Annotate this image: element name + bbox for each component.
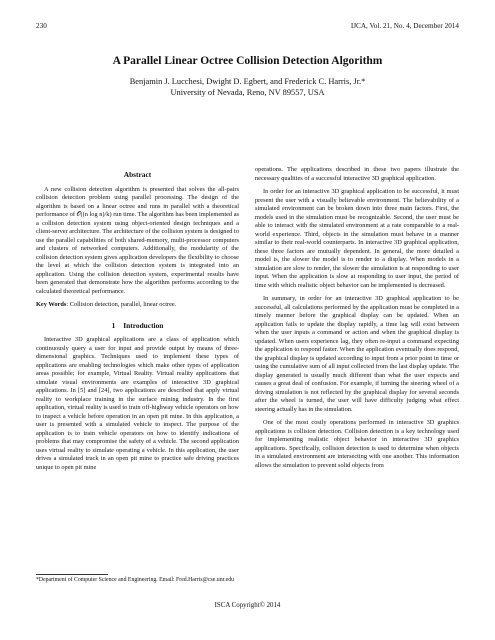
footnote-divider <box>36 574 108 575</box>
right-paragraph-4: One of the most costly operations performed in interactive 3D graphics applications is collision detection. Collision detection is a key technology used for implementing realistic object behavior in interactive 3D graphics applications. Specifically, collision detection is used to determine when objects in a simulated environment are intersecting with one another. This information allows the simulation to prevent solid objects from <box>255 419 459 469</box>
paper-title: A Parallel Linear Octree Collision Detection Algorithm <box>112 55 383 67</box>
section-number: 1 <box>111 320 116 330</box>
author-affiliation: University of Nevada, Reno, NV 89557, USA <box>170 88 325 97</box>
keywords-label: Key Words <box>36 301 67 308</box>
author-block <box>0 76 495 98</box>
keywords <box>36 301 239 310</box>
author-names: Benjamin J. Lucchesi, Dwight D. Egbert, and Frederick C. Harris, Jr.* <box>129 77 366 86</box>
section-title: Introduction <box>123 320 164 330</box>
right-paragraph-1: operations. The applications described in these two papers illustrate the necessary qualities of a successful interactive 3D graphical application. <box>255 166 459 182</box>
keywords-list: : Collision detection, parallel, linear octree. <box>66 301 177 308</box>
right-column <box>255 166 459 475</box>
journal-info: IJCA, Vol. 21, No. 4, December 2014 <box>350 22 459 30</box>
section-heading-introduction <box>36 322 239 331</box>
page-number: 230 <box>36 22 47 30</box>
right-paragraph-2: In order for an interactive 3D graphical application to be successful, it must present the user with a visually believable environment. The believability of a simulated environment can be broken down into three main factors. First, the models used in the simulation must be recognizable. Second, the user must be able to interact with the simulated environment at a rate comparable to a real-world experience. Third, objects in the simulation must behave in a manner similar to their real-world counterparts. In interactive 3D graphical application, these three factors are mutually dependent. In general, the more detailed a model is, the slower the model is to render to a display. When models in a simulation are slow to render, the slower the simulation is at responding to user input. When the application is slow at responding to user input, the period of time with which realistic object behavior can be implemented is decreased. <box>255 188 459 289</box>
right-paragraph-3: In summary, in order for an interactive 3D graphical application to be successful, all calculations performed by the application must be completed in a timely manner before the graphical display can be updated. When an application fails to update the display rapidly, a time lag will exist between when the user inputs a command or action and when the graphical display is updated. When users experience lag, they often re-input a command expecting the application to respond faster. When the application eventually does respond, the graphical display is updated according to input from a prior point in time or using the cumulative sum of all input collected from the last display update. The display generated is usually much different than what the user expects and causes a great deal of confusion. For example, if turning the steering wheel of a driving simulation is not reflected by the graphical display for several seconds after the wheel is turned, the user will have difficulty judging what effect steering actually has in the simulation. <box>255 295 459 413</box>
left-column <box>36 166 239 477</box>
footnote: *Department of Computer Science and Engineering. Email: Fred.Harris@cse.unr.edu <box>36 577 235 583</box>
intro-paragraph-1: Interactive 3D graphical applications are a class of application which continuously query a user for input and provide output by means of three-dimensional graphics. Techniques used to implement these types of applications are enabling technologies which make other types of application areas possible; for example, Virtual Reality. Virtual reality applications that simulate visual environments are examples of interactive 3D graphical applications. In [5] and [24], two applications are described that apply virtual reality to workplace training in the surface mining industry. In the first application, virtual reality is used to train off-highway vehicle operators on how to inspect a vehicle before operation in an open pit mine. In this application, a user is presented with a simulated vehicle to inspect. The purpose of the application is to train vehicle operators on how to identify indications of problems that may compromise the safety of a vehicle. The second application uses virtual reality to simulate operating a vehicle. In this application, the user drives a simulated truck in an open pit mine to practice safe driving practices unique to open pit mine <box>36 336 239 471</box>
abstract-heading: Abstract <box>123 170 152 179</box>
abstract-text: A new collision detection algorithm is presented that solves the all-pairs collision detection problem using parallel processing. The design of the algorithm is based on a linear octree and runs in parallel with a theoretical performance of 𝒪((n log n)/k) run time. The algorithm has been implemented as a collision detection system using object-oriented design techniques and a client-server architecture. The architecture of the collision system is designed to use the parallel capabilities of both shared-memory, multi-processor computers and clusters of networked computers. Additionally, the modularity of the collision detection system gives application developers the flexibility to choose the level at which the collision detection system is integrated into an application. Using the collision detection system, experimental results have been generated that demonstrate how the algorithm performs according to the calculated theoretical performance. <box>36 185 239 295</box>
page-footer: ISCA Copyright© 2014 <box>214 602 281 609</box>
